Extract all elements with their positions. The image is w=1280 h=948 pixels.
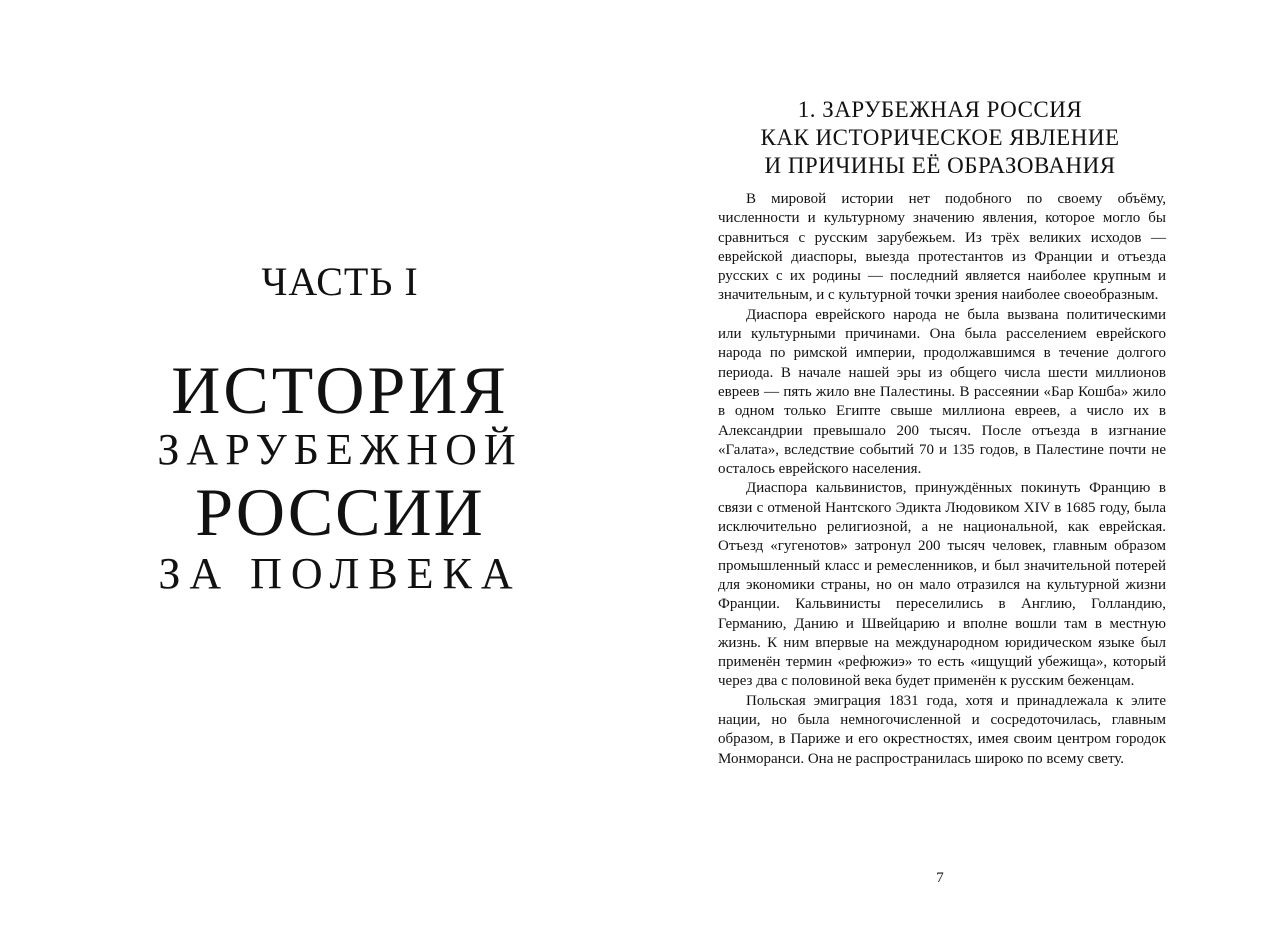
part-label: ЧАСТЬ I [261,259,419,304]
title-line-4: ЗА ПОЛВЕКА [158,549,522,598]
title-line-2: ЗАРУБЕЖНОЙ [157,425,523,474]
title-line-1: ИСТОРИЯ [171,352,509,428]
chapter-heading [714,96,1166,180]
title-line-3: РОССИИ [195,474,485,550]
paragraph: В мировой истории нет подобного по своему объёму, численности и культурному значению явления, которое могло бы сравниться с русским зарубежьем. Из трёх великих исходов — еврейской диаспоры, выезда протестантов из Франции и отъезда русских с их родины — последний является наиболее крупным и значительным, и с культурной точки зрения наиболее своеобразным. [718,191,1166,304]
paragraph: Диаспора кальвинистов, принуждённых покинуть Францию в связи с отменой Нантского Эдикта Людовиком XIV в 1685 году, была исключительно религиозной, а не национальной, как еврейская. Отъезд «гугенотов» затронул 200 тысяч человек, главным образом промышленный класс и ремесленников, и был значительной потерей для экономики страны, но он мало отразился на культурной жизни Франции. Кальвинисты переселились в Англию, Голландию, Германию, Данию и Швейцарию и вполне вошли там в местную жизнь. К ним впервые на международном юридическом языке был применён термин «рефюжиэ» то есть «ищущий убежища», который через два с половиной века будет применён к русским беженцам. [718,480,1166,690]
body-text [718,190,1166,769]
right-page [680,0,1280,948]
chapter-heading-line-3: И ПРИЧИНЫ ЕЁ ОБРАЗОВАНИЯ [764,153,1116,178]
paragraph: Диаспора еврейского народа не была вызвана политическими или культурными причинами. Она была расселением еврейского народа по римской империи, продолжавшимся в течение долгого периода. В начале нашей эры из общего числа шести миллионов евреев — пять жило вне Палестины. В рассеянии «Бар Кошба» жило в одном только Египте свыше миллиона евреев, а число их в Александрии превышало 200 тысяч. После отъезда в изгнание «Галата», вследствие событий 70 и 135 годов, в Палестине почти не осталось еврейского населения. [718,306,1166,478]
paragraph: Польская эмиграция 1831 года, хотя и принадлежала к элите нации, но была немногочисленной и сосредоточилась, главным образом, в Париже и его окрестностях, имея своим центром городок Монморанси. Она не распространилась широко по всему свету. [718,692,1166,767]
book-title [140,352,540,598]
chapter-heading-line-2: КАК ИСТОРИЧЕСКОЕ ЯВЛЕНИЕ [760,125,1120,150]
page-number: 7 [936,870,944,886]
chapter-heading-line-1: 1. ЗАРУБЕЖНАЯ РОССИЯ [797,97,1083,122]
